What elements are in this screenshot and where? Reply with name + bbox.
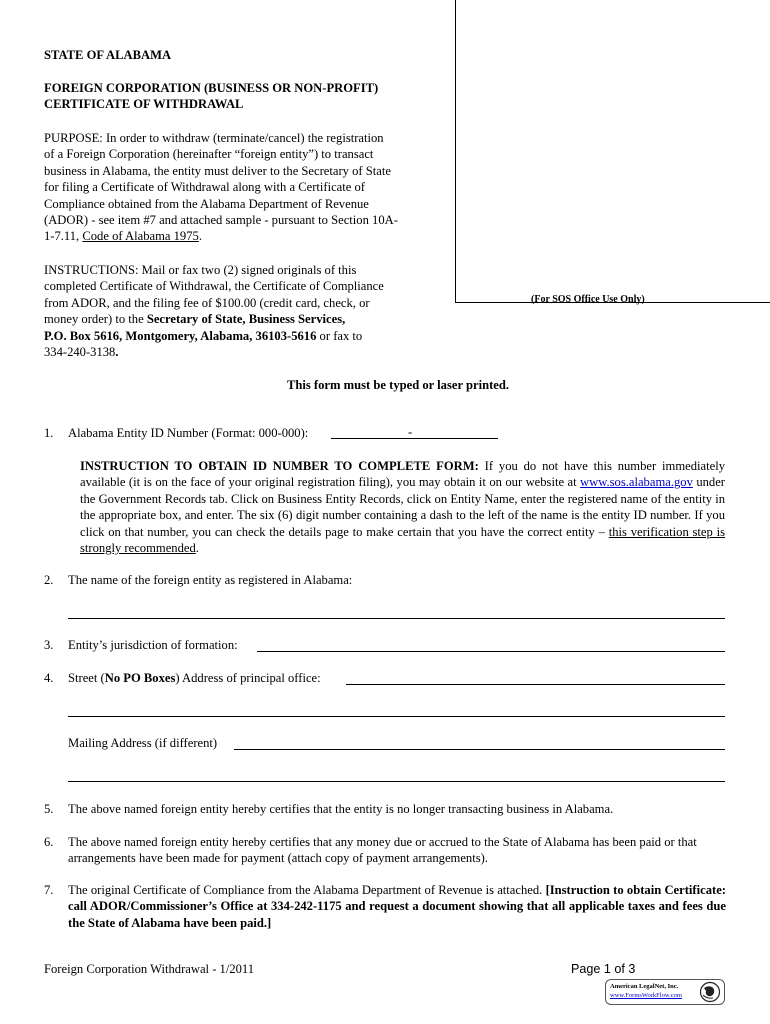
jurisdiction-label: Entity’s jurisdiction of formation:	[68, 638, 238, 652]
instructions-text: money order) to the	[44, 312, 147, 327]
mailing-address-field[interactable]	[234, 749, 725, 750]
instructions-line: from ADOR, and the filing fee of $100.00 (credit card, check, or	[44, 295, 370, 310]
form-footer-title: Foreign Corporation Withdrawal - 1/2011	[44, 962, 255, 976]
entity-name-label: The name of the foreign entity as registered in Alabama:	[68, 573, 353, 587]
certificate-of-compliance-note	[68, 882, 726, 931]
purpose-line: Compliance obtained from the Alabama Department of Revenue	[44, 196, 369, 211]
purpose-section-ref: 1-7.11,	[44, 229, 83, 244]
id-instruction-heading: INSTRUCTION TO OBTAIN ID NUMBER TO COMPLETE FORM:	[80, 459, 479, 473]
purpose-line: for filing a Certificate of Withdrawal along with a Certificate of	[44, 180, 365, 195]
sos-office-use-box	[455, 0, 770, 303]
compliance-text: The original Certificate of Compliance from the Alabama Department of Revenue is attached.	[68, 883, 546, 897]
mailing-address-field-line2[interactable]	[68, 781, 725, 782]
compliance-instruction: [Instruction to obtain Certificate: call ADOR/Commissioner’s Office at 334-242-1175 and request a document showing that all applicable taxes and fees due the State of Alabama have been paid.]	[68, 883, 726, 930]
item-number: 3.	[44, 638, 54, 652]
instructions-paragraph	[44, 262, 444, 360]
globe-logo-icon	[699, 981, 721, 1003]
item-number: 5.	[44, 802, 54, 816]
street-label-text: ) Address of principal office:	[175, 671, 321, 685]
id-instruction-end: .	[195, 541, 199, 556]
purpose-line: PURPOSE: In order to withdraw (terminate/cancel) the registration	[44, 131, 384, 145]
certification-no-business: The above named foreign entity hereby certifies that the entity is no longer transacting business in Alabama.	[68, 802, 614, 816]
street-label-text: Street (	[68, 671, 105, 685]
id-instruction-block	[80, 458, 725, 556]
street-address-field-line2[interactable]	[68, 716, 725, 717]
certification-money-paid: The above named foreign entity hereby certifies that any money due or accrued to the State of Alabama has been paid or that arrangements have been made for payment (attach copy of payment arrangements).	[68, 835, 697, 866]
instructions-line: completed Certificate of Withdrawal, the Certificate of Compliance	[44, 279, 384, 294]
purpose-line: business in Alabama, the entity must deliver to the Secretary of State	[44, 163, 391, 178]
entity-id-dash: -	[408, 425, 413, 439]
jurisdiction-field[interactable]	[257, 651, 725, 652]
purpose-paragraph	[44, 130, 444, 245]
entity-id-field[interactable]	[331, 438, 498, 439]
sos-business-services: Secretary of State, Business Services,	[146, 312, 346, 327]
badge-url[interactable]: www.FormsWorkFlow.com	[610, 992, 682, 999]
instructions-line	[44, 311, 444, 327]
typed-notice: This form must be typed or laser printed.	[286, 378, 510, 392]
entity-id-label: Alabama Entity ID Number (Format: 000-000):	[68, 426, 309, 440]
item-number: 2.	[44, 573, 54, 587]
instructions-line	[44, 344, 444, 360]
mailing-address-label: Mailing Address (if different)	[68, 736, 218, 750]
sos-website-link[interactable]: www.sos.alabama.gov	[580, 475, 693, 490]
no-po-boxes: No PO Boxes	[104, 671, 176, 685]
badge-name: American LegalNet, Inc.	[610, 983, 679, 990]
state-heading: STATE OF ALABAMA	[44, 48, 172, 62]
purpose-line: (ADOR) - see item #7 and attached sample - pursuant to Section 10A-	[44, 213, 398, 228]
sos-fax-number: 334-240-3138	[44, 345, 116, 360]
verification-note: this verification step is strongly recommended	[80, 524, 725, 556]
instructions-text: or fax to	[316, 328, 363, 343]
street-address-field[interactable]	[346, 684, 725, 685]
item-number: 4.	[44, 671, 54, 685]
page-number: Page 1 of 3	[571, 962, 636, 976]
purpose-end: .	[198, 229, 202, 244]
code-of-alabama-ref: Code of Alabama 1975	[82, 229, 199, 244]
item-number: 6.	[44, 835, 54, 849]
american-legalnet-badge[interactable]	[605, 979, 725, 1005]
id-instruction-text: under the Government Records tab. Click on Business Entity Records, click on Entity Name, enter the registered name of the entity in the appropriate box, and enter. The six (6) digit number containing a dash to the left of the name is the entity ID number. If you click on that number, you can check the details page to make certain that you have the correct entity –	[80, 475, 725, 539]
purpose-line-last	[44, 228, 444, 244]
sos-office-use-label: (For SOS Office Use Only)	[531, 294, 645, 305]
instructions-line: INSTRUCTIONS: Mail or fax two (2) signed originals of this	[44, 263, 357, 277]
instructions-line	[44, 328, 444, 344]
item-number: 7.	[44, 883, 54, 897]
street-address-label	[68, 670, 321, 686]
form-title-line2: CERTIFICATE OF WITHDRAWAL	[44, 97, 244, 111]
instructions-end: .	[115, 345, 119, 360]
purpose-line: of a Foreign Corporation (hereinafter “foreign entity”) to transact	[44, 147, 374, 162]
id-instruction-text: If you do not have this number immediately available (it is on the face of your original registration filing), you may obtain it on our website at	[80, 459, 725, 490]
item-number: 1.	[44, 426, 54, 440]
form-title-line1: FOREIGN CORPORATION (BUSINESS OR NON-PROFIT)	[44, 81, 379, 95]
entity-name-field[interactable]	[68, 618, 725, 619]
sos-mailing-address: P.O. Box 5616, Montgomery, Alabama, 36103-5616	[44, 328, 317, 343]
